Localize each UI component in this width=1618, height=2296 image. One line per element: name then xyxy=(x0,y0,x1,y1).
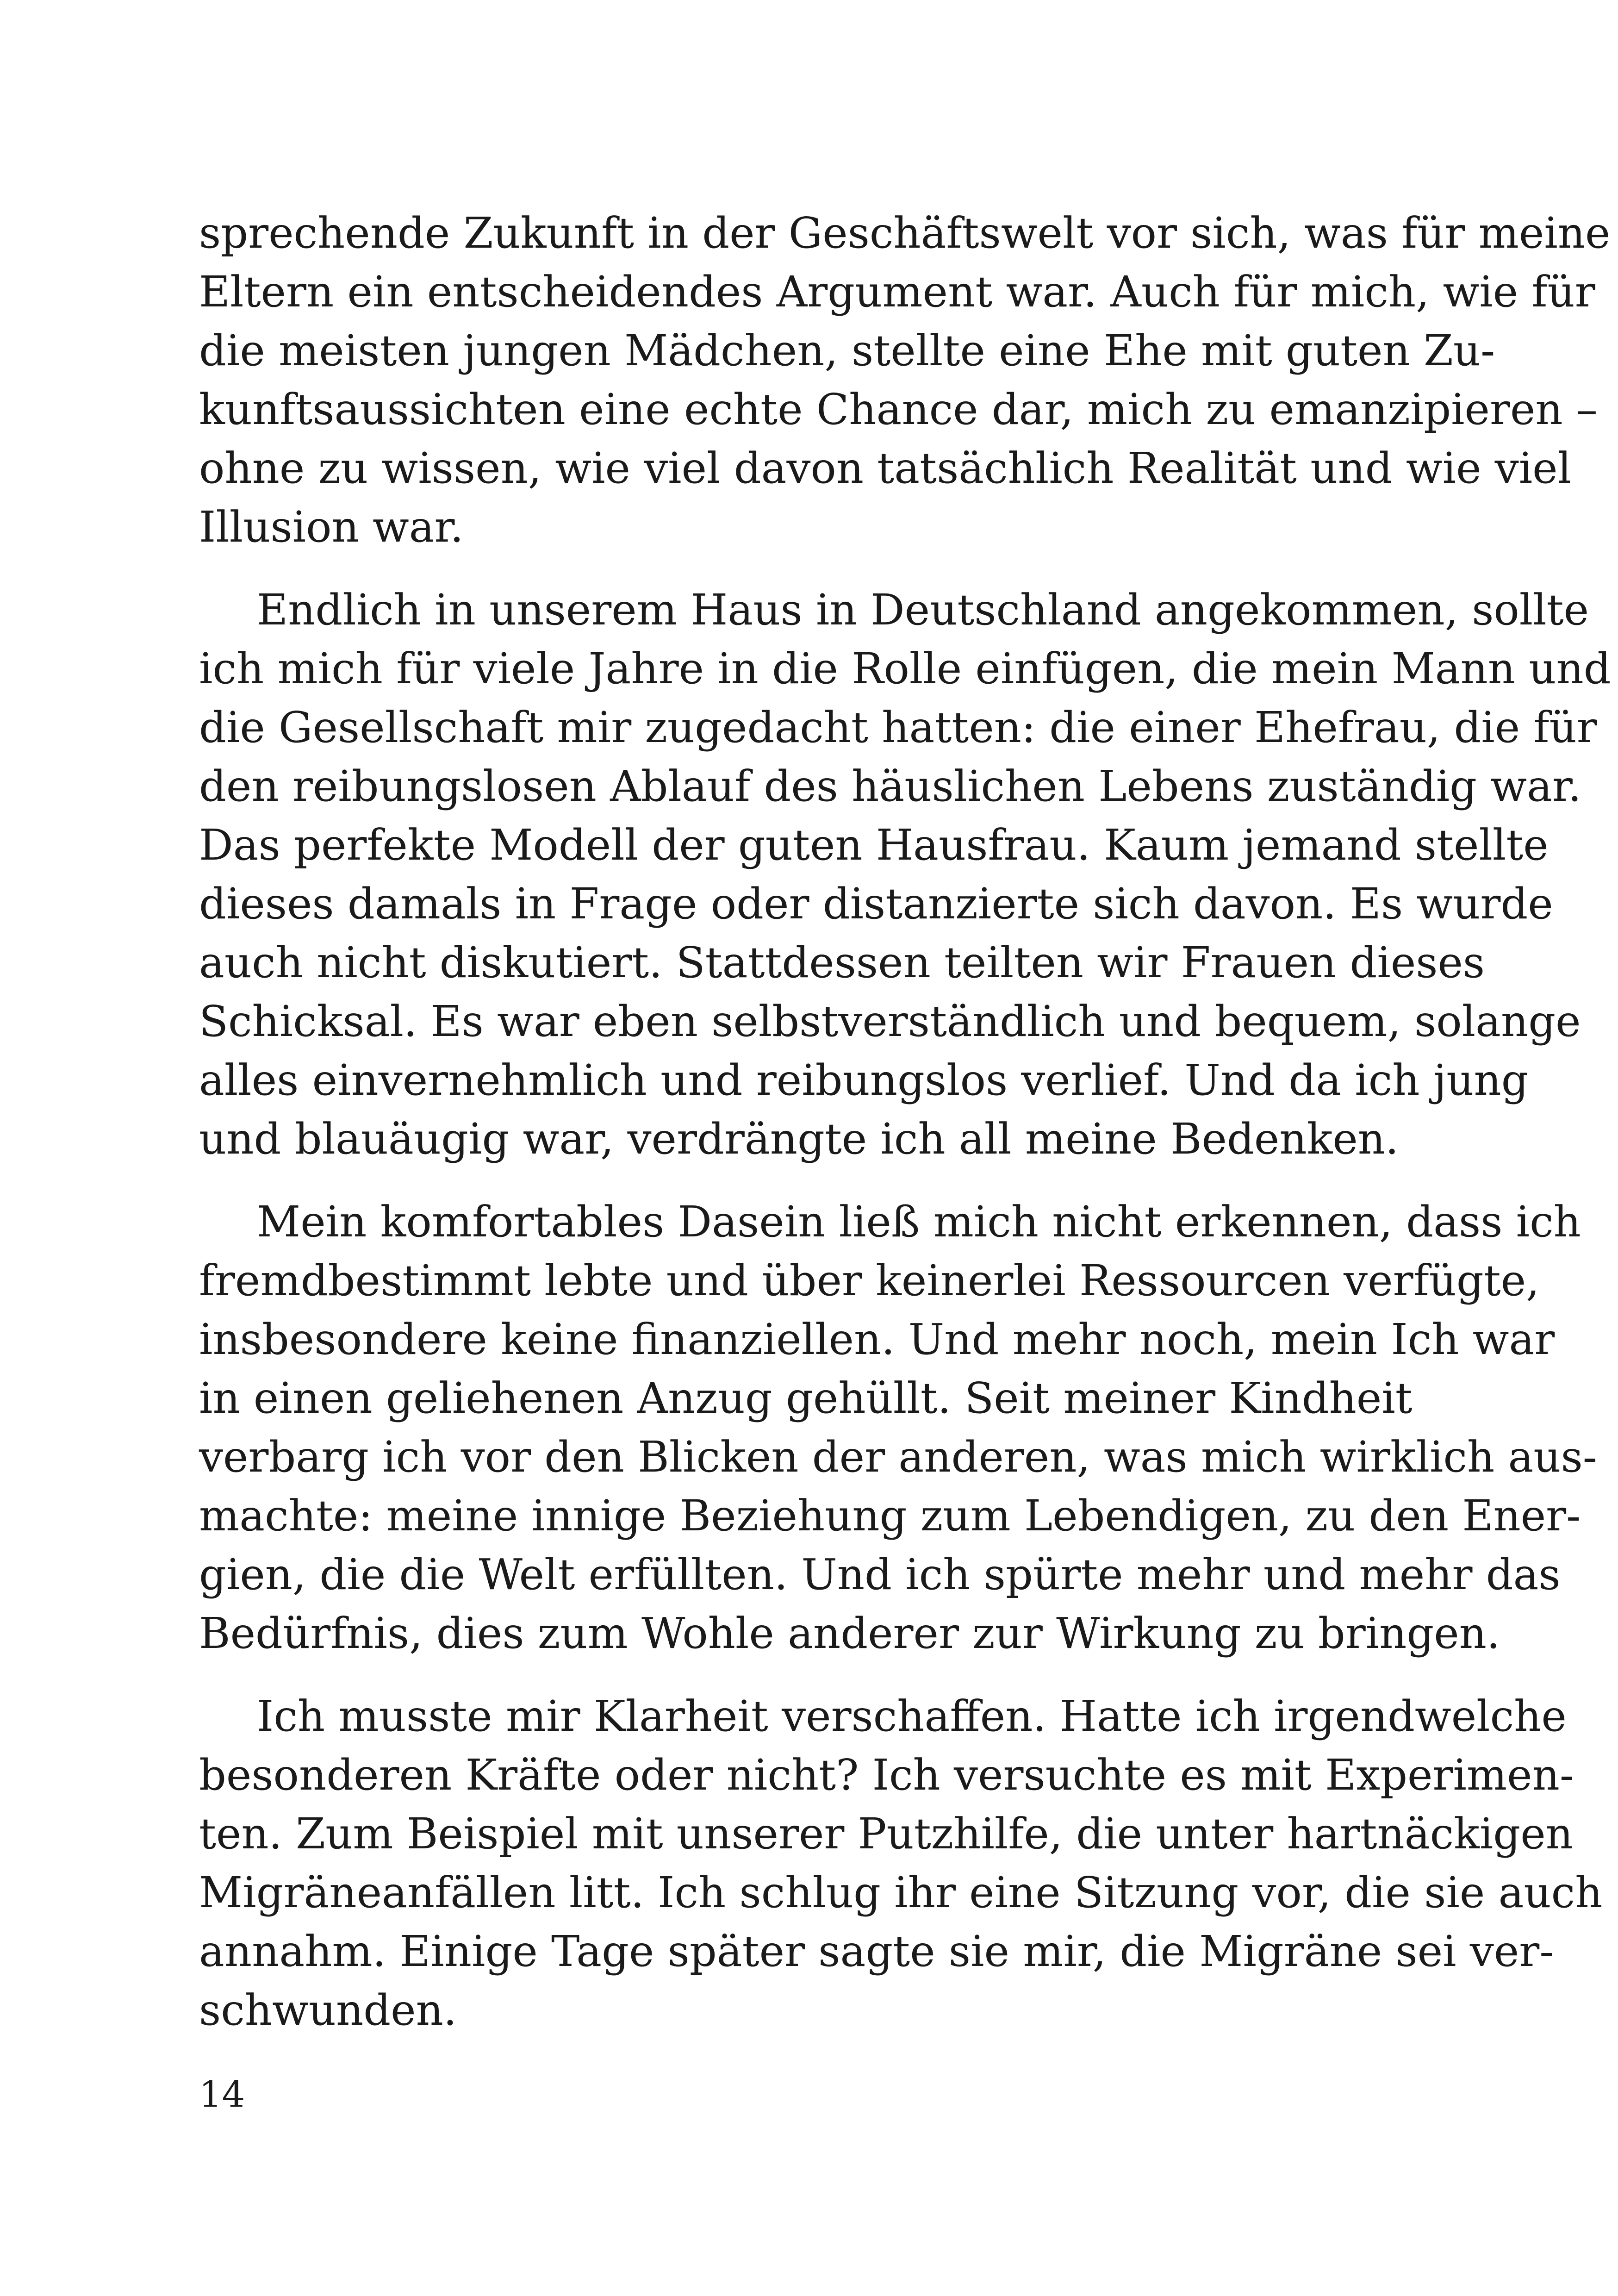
text-line: insbesondere keine finanziellen. Und mehr noch, mein Ich war xyxy=(199,1315,1555,1364)
text-line: fremdbestimmt lebte und über keinerlei Ressourcen verfügte, xyxy=(199,1256,1540,1305)
text-line: Bedürfnis, dies zum Wohle anderer zur Wirkung zu bringen. xyxy=(199,1609,1500,1658)
text-line: Illusion war. xyxy=(199,502,464,552)
paragraph-4 xyxy=(199,1687,1603,2040)
paragraph-1 xyxy=(199,204,1611,556)
text-line: die Gesellschaft mir zugedacht hatten: die einer Ehefrau, die für xyxy=(199,703,1597,752)
paragraph-2 xyxy=(199,580,1611,1168)
text-line: und blauäugig war, verdrängte ich all meine Bedenken. xyxy=(199,1114,1399,1164)
text-line: machte: meine innige Beziehung zum Lebendigen, zu den Ener- xyxy=(199,1491,1581,1541)
text-line: Mein komfortables Dasein ließ mich nicht erkennen, dass ich xyxy=(257,1197,1581,1247)
text-line: die meisten jungen Mädchen, stellte eine Ehe mit guten Zu- xyxy=(199,326,1495,375)
text-line: Schicksal. Es war eben selbstverständlich und bequem, solange xyxy=(199,997,1581,1046)
text-line: ich mich für viele Jahre in die Rolle einfügen, die mein Mann und xyxy=(199,644,1611,693)
text-line: in einen geliehenen Anzug gehüllt. Seit meiner Kindheit xyxy=(199,1373,1413,1423)
page-number: 14 xyxy=(199,2074,245,2115)
text-line: sprechende Zukunft in der Geschäftswelt vor sich, was für meine xyxy=(199,208,1611,258)
paragraph-3 xyxy=(199,1192,1597,1663)
text-line: verbarg ich vor den Blicken der anderen, was mich wirklich aus- xyxy=(199,1432,1597,1482)
text-line: alles einvernehmlich und reibungslos verlief. Und da ich jung xyxy=(199,1055,1529,1105)
text-line: Endlich in unserem Haus in Deutschland angekommen, sollte xyxy=(257,585,1589,635)
text-line: gien, die die Welt erfüllten. Und ich spürte mehr und mehr das xyxy=(199,1550,1561,1599)
text-line: den reibungslosen Ablauf des häuslichen Lebens zuständig war. xyxy=(199,761,1581,811)
text-line: besonderen Kräfte oder nicht? Ich versuchte es mit Experimen- xyxy=(199,1750,1574,1800)
text-line: Das perfekte Modell der guten Hausfrau. Kaum jemand stellte xyxy=(199,820,1549,870)
text-line: Eltern ein entscheidendes Argument war. Auch für mich, wie für xyxy=(199,267,1595,317)
text-line: Ich musste mir Klarheit verschaffen. Hatte ich irgendwelche xyxy=(257,1691,1567,1741)
text-line: Migräneanfällen litt. Ich schlug ihr eine Sitzung vor, die sie auch xyxy=(199,1868,1603,1917)
text-line: ohne zu wissen, wie viel davon tatsächlich Realität und wie viel xyxy=(199,443,1572,493)
body-text xyxy=(199,204,1611,2040)
text-line: annahm. Einige Tage später sagte sie mir, die Migräne sei ver- xyxy=(199,1927,1554,1976)
text-line: auch nicht diskutiert. Stattdessen teilten wir Frauen dieses xyxy=(199,938,1485,987)
text-line: kunftsaussichten eine echte Chance dar, mich zu emanzipieren – xyxy=(199,385,1598,434)
text-line: ten. Zum Beispiel mit unserer Putzhilfe, die unter hartnäckigen xyxy=(199,1809,1573,1859)
text-line: schwunden. xyxy=(199,1985,457,2035)
text-line: dieses damals in Frage oder distanzierte sich davon. Es wurde xyxy=(199,879,1553,929)
